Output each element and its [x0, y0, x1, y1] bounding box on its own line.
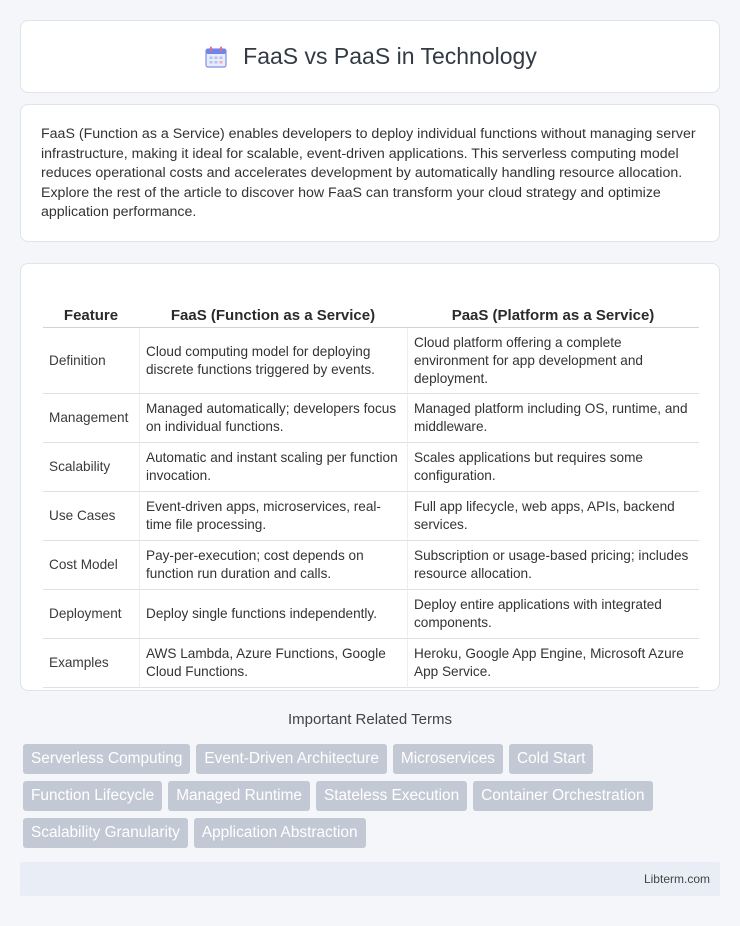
footer-site-link[interactable]: Libterm.com: [643, 872, 710, 886]
table-row: [43, 639, 699, 688]
intro-paragraph: FaaS (Function as a Service) enables developers to deploy individual functions without managing server infrastructure, making it ideal for scalable, event-driven applications. This serverless computing model reduces operational costs and accelerates development by automatically handling resource allocation. Explore the rest of the article to discover how FaaS can transform your cloud strategy and optimize application performance.: [41, 126, 696, 221]
faas-cell: Event-driven apps, microservices, real-time file processing.: [139, 492, 407, 541]
calendar-icon: [203, 44, 229, 70]
title-wrap: [203, 43, 537, 70]
feature-cell: Examples: [43, 639, 139, 688]
title-card: [20, 20, 720, 93]
term-tag[interactable]: Managed Runtime: [168, 781, 310, 811]
paas-cell: Deploy entire applications with integrated components.: [407, 590, 699, 639]
term-tag[interactable]: Container Orchestration: [473, 781, 652, 811]
paas-cell: Heroku, Google App Engine, Microsoft Azure App Service.: [407, 639, 699, 688]
term-tag[interactable]: Scalability Granularity: [23, 818, 188, 848]
table-header-row: [43, 284, 699, 328]
feature-cell: Use Cases: [43, 492, 139, 541]
faas-cell: Cloud computing model for deploying discrete functions triggered by events.: [139, 328, 407, 394]
feature-cell: Cost Model: [43, 541, 139, 590]
header-faas: FaaS (Function as a Service): [139, 284, 407, 328]
term-tag[interactable]: Serverless Computing: [23, 744, 190, 774]
term-tag[interactable]: Stateless Execution: [316, 781, 467, 811]
term-tag[interactable]: Event-Driven Architecture: [196, 744, 387, 774]
table-row: [43, 443, 699, 492]
comparison-table: [43, 284, 699, 688]
related-terms-title: Important Related Terms: [288, 711, 452, 728]
header-paas: PaaS (Platform as a Service): [407, 284, 699, 328]
term-tag[interactable]: Cold Start: [509, 744, 593, 774]
tag-row: [23, 818, 723, 848]
feature-cell: Deployment: [43, 590, 139, 639]
paas-cell: Cloud platform offering a complete environment for app development and deployment.: [407, 328, 699, 394]
page-title: FaaS vs PaaS in Technology: [243, 43, 537, 69]
faas-cell: Automatic and instant scaling per function invocation.: [139, 443, 407, 492]
faas-cell: Managed automatically; developers focus on individual functions.: [139, 394, 407, 443]
feature-cell: Definition: [43, 328, 139, 394]
faas-cell: Deploy single functions independently.: [139, 590, 407, 639]
intro-card: [20, 104, 720, 242]
paas-cell: Subscription or usage-based pricing; includes resource allocation.: [407, 541, 699, 590]
paas-cell: Managed platform including OS, runtime, and middleware.: [407, 394, 699, 443]
comparison-card: [20, 263, 720, 691]
faas-cell: AWS Lambda, Azure Functions, Google Cloud Functions.: [139, 639, 407, 688]
table-row: [43, 328, 699, 394]
table-row: [43, 541, 699, 590]
header-feature: Feature: [43, 284, 139, 328]
paas-cell: Scales applications but requires some configuration.: [407, 443, 699, 492]
table-row: [43, 590, 699, 639]
tag-row: [23, 781, 723, 811]
term-tag[interactable]: Microservices: [393, 744, 503, 774]
table-row: [43, 394, 699, 443]
term-tag[interactable]: Application Abstraction: [194, 818, 366, 848]
feature-cell: Management: [43, 394, 139, 443]
feature-cell: Scalability: [43, 443, 139, 492]
related-terms-list: [23, 744, 723, 855]
faas-cell: Pay-per-execution; cost depends on function run duration and calls.: [139, 541, 407, 590]
term-tag[interactable]: Function Lifecycle: [23, 781, 162, 811]
tag-row: [23, 744, 723, 774]
footer: [20, 862, 720, 896]
table-row: [43, 492, 699, 541]
paas-cell: Full app lifecycle, web apps, APIs, backend services.: [407, 492, 699, 541]
